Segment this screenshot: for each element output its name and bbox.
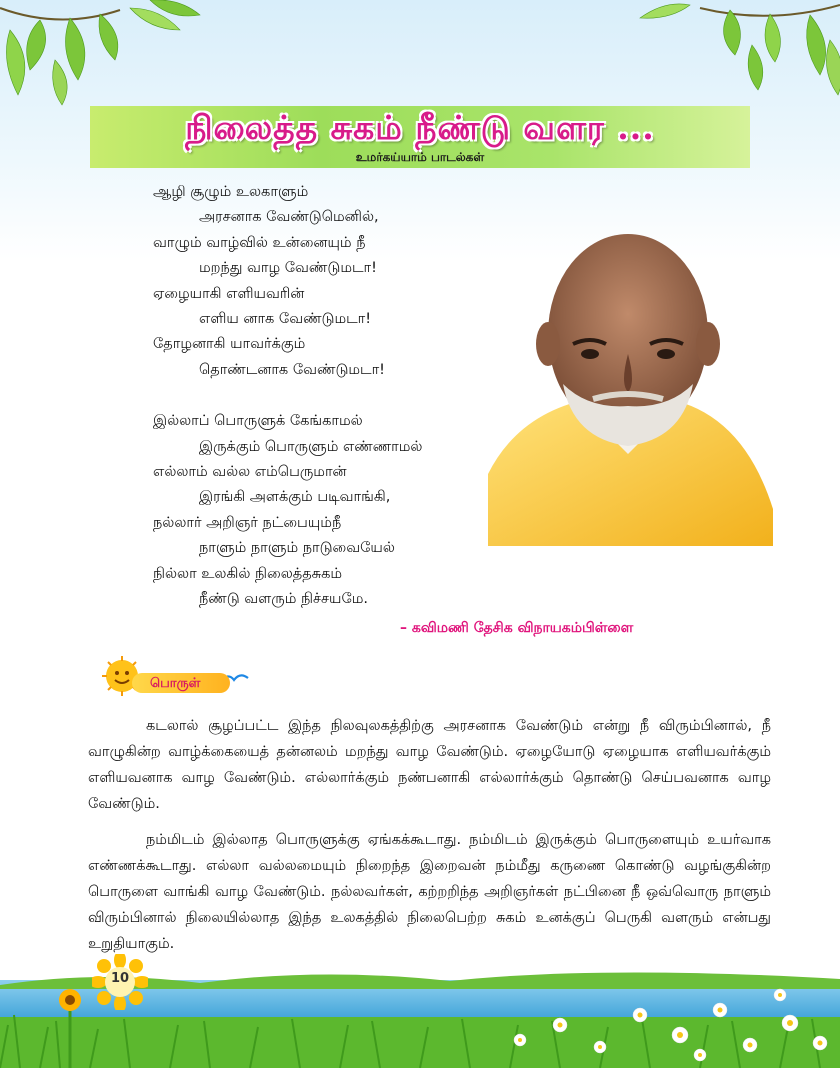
author-portrait xyxy=(478,224,778,546)
poem-line: ஏழையாகி எளியவரின் xyxy=(153,285,305,302)
page-title: நிலைத்த சுகம் நீண்டு வளர ... xyxy=(185,108,655,147)
poem-line: நில்லா உலகில் நிலைத்தசுகம் xyxy=(153,565,343,582)
poem-line: எல்லாம் வல்ல எம்பெருமான் xyxy=(153,464,347,481)
poem-line: நீண்டு வளரும் நிச்சயமே. xyxy=(199,591,369,608)
poem xyxy=(153,180,513,613)
poem-line: தொண்டனாக வேண்டுமடா! xyxy=(199,361,385,378)
poem-author: – கவிமணி தேசிக விநாயகம்பிள்ளை xyxy=(400,620,634,636)
poem-line: மறந்து வாழ வேண்டுமடா! xyxy=(199,260,377,277)
page-number: 10 xyxy=(110,971,130,986)
poem-line: இருக்கும் பொருளும் எண்ணாமல் xyxy=(199,438,423,455)
page-subtitle: உமர்கய்யாம் பாடல்கள் xyxy=(355,150,485,164)
poem-line: எளிய னாக வேண்டுமடா! xyxy=(199,311,372,328)
poem-line: நல்லார் அறிஞர் நட்பையும்நீ xyxy=(153,514,342,531)
poem-line: ஆழி சூழும் உலகாளும் xyxy=(153,184,309,200)
poem-line: இரங்கி அளக்கும் படிவாங்கி, xyxy=(199,489,391,506)
meaning-paragraph: நம்மிடம் இல்லாத பொருளுக்கு ஏங்கக்கூடாது. நம்மிடம் இருக்கும் பொருளையும் உயர்வாக எண்ணக்கூடாது. எல்லா வல்லமையும் நிறைந்த இறைவன் நம்மீது கருணை கொண்டு வழங்குகின்ற பொருளை வாங்கி வாழ வேண்டும். நல்லவர்கள், கற்றறிந்த அறிஞர்கள் நட்பினை நீ ஒவ்வொரு நாளும் விரும்பினால் நிலையில்லாத இந்த உலகத்தில் நிலைபெற்ற சுகம் உனக்குப் பெருகி வளரும் என்பது உறுதியாகும். xyxy=(88,832,771,952)
leaves-decoration-right xyxy=(520,0,840,100)
poem-line: அரசனாக வேண்டுமெனில், xyxy=(199,209,379,226)
poem-line: வாழும் வாழ்வில் உன்னையும் நீ xyxy=(153,234,366,251)
poem-line: தோழனாகி யாவர்க்கும் xyxy=(153,336,306,353)
leaves-decoration-left xyxy=(0,0,260,110)
poem-line: நாளும் நாளும் நாடுவையேல் xyxy=(199,540,395,557)
meaning-label: பொருள் xyxy=(150,676,201,691)
meaning-paragraph: கடலால் சூழப்பட்ட இந்த நிலவுலகத்திற்கு அரசனாக வேண்டும் என்று நீ விரும்பினால், நீ வாழுகின்ற வாழ்க்கையைத் தன்னலம் மறந்து வாழ வேண்டும். ஏழையோடு ஏழையாக எளியவர்க்கும் எளியவனாக வாழ வேண்டும். எல்லார்க்கும் நண்பனாகி எல்லார்க்கும் தொண்டு செய்பவனாக வாழ வேண்டும். xyxy=(88,718,771,812)
poem-line: இல்லாப் பொருளுக் கேங்காமல் xyxy=(153,413,363,430)
stanza-gap xyxy=(153,383,513,409)
